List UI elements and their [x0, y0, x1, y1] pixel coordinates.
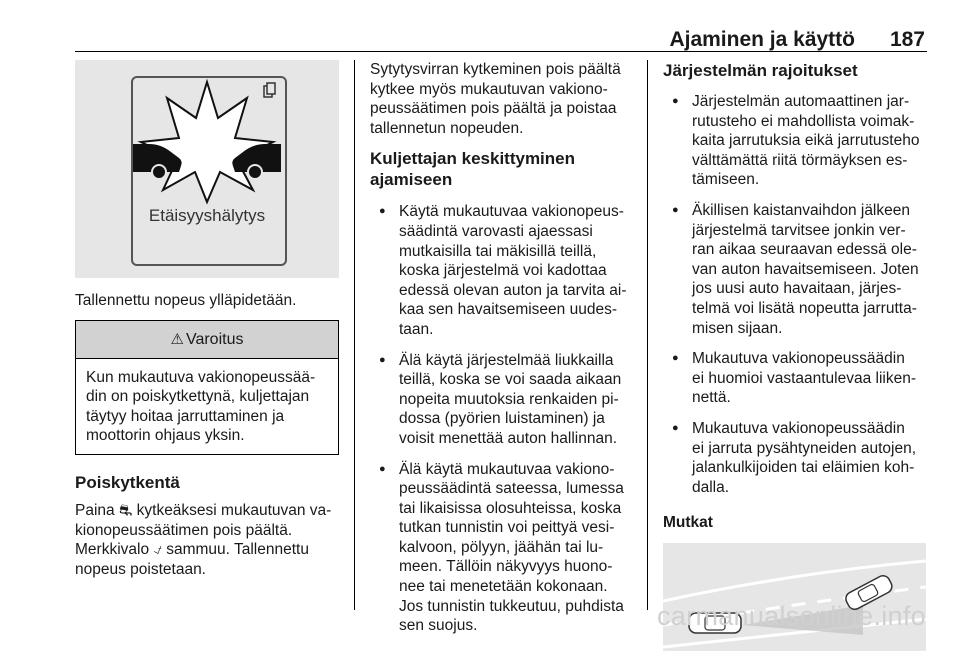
text-line: tai likaisissa olosuhteissa, koska: [399, 499, 622, 517]
warning-title: Varoitus: [185, 330, 244, 348]
text-line: nopeus poistetaan.: [75, 560, 206, 578]
copy-icon: [264, 83, 275, 97]
heading-line: ajamiseen: [370, 170, 453, 190]
text-line: Kun mukautuva vakionopeussää-: [86, 368, 316, 386]
text-line: dossa (pyörien luistaminen) ja: [399, 410, 605, 428]
text-line: ● Äkillisen kaistanvaihdon jälkeen: [692, 201, 910, 219]
text-line: din on poiskytkettynä, kuljettajan: [86, 388, 310, 406]
curve-road-illustration: [663, 543, 926, 651]
heading-poiskytkenta: Poiskytkentä: [75, 472, 180, 492]
text-line: kaita jarrutuksia eikä jarrutusteho: [692, 132, 920, 150]
text-line: tämiseen.: [692, 171, 760, 189]
text-line: täytyy hoitaa jarruttaminen ja: [86, 407, 285, 425]
header-rule: [75, 51, 927, 52]
distance-alert-figure: [75, 60, 339, 278]
text-line: ● Järjestelmän automaattinen jar-: [692, 93, 910, 110]
text-line: nee tai menetetään kokonaan.: [399, 578, 608, 596]
text-line: Sytytysvirran kytkeminen pois päältä: [370, 61, 621, 78]
text-line: ● Älä käytä järjestelmää liukkailla: [399, 351, 614, 369]
text-line: mutkaisilla tai mäkisillä teillä,: [399, 242, 597, 260]
bullet-list: [370, 202, 632, 635]
heading-rajoitukset: Järjestelmän rajoitukset: [663, 61, 858, 80]
text-line: meen. Tällöin näkyvyys huono-: [399, 558, 613, 576]
curve-road-figure: [663, 543, 926, 651]
list-item: [370, 202, 632, 339]
text-line: järjestelmä tarvitsee jonkin ver-: [692, 221, 906, 239]
warning-header: [76, 321, 338, 359]
text-line: edessä olevan auton ja tarvita ai-: [399, 281, 627, 299]
column-3: [663, 60, 926, 651]
column-divider-2: [647, 60, 648, 610]
text-line: Paina ⛐ kytkeäksesi mukautuvan va-: [75, 501, 332, 519]
text-line: tallennetun nopeuden.: [370, 119, 524, 137]
text-line: kalvoon, pölyyn, jäähän tai lu-: [399, 538, 604, 556]
list-item: [663, 201, 926, 338]
text-line: ● Älä käytä mukautuvaa vakiono-: [399, 460, 615, 478]
text-line: ran aikaa seuraavan edessä ole-: [692, 241, 917, 259]
text-line: kaa sen havaitsemiseen uudes-: [399, 301, 617, 319]
list-item: [370, 460, 632, 636]
text-line: ● Käytä mukautuvaa vakionopeus-: [399, 203, 624, 221]
text-line: dalla.: [692, 478, 730, 496]
list-item: [663, 349, 926, 408]
text-line: ● Mukautuva vakionopeussäädin: [692, 419, 905, 437]
text-line: tutkan tunnistin voi peittyä vesi-: [399, 519, 615, 537]
text-line: jalankulkijoiden tai eläimien koh-: [692, 459, 915, 477]
text-line: Jos tunnistin tukkeutuu, puhdista: [399, 597, 624, 615]
text-line: teillä, koska se voi saada aikaan: [399, 371, 622, 389]
text-line: nettä.: [692, 389, 731, 407]
column-divider-1: [354, 60, 355, 610]
text-line: peussäädintä sateessa, lumessa: [399, 480, 624, 498]
page-number: 187: [889, 28, 925, 51]
text-line: Merkkivalo ⍻ sammuu. Tallennettu: [75, 541, 309, 559]
watermark: carmanualsonline.info: [657, 601, 926, 631]
text-line: nopeita muutoksia renkaiden pi-: [399, 390, 619, 408]
heading-line: Kuljettajan keskittyminen: [370, 149, 576, 169]
text-line: peussäätimen pois päältä ja poistaa: [370, 100, 617, 118]
text-line: säädintä varovasti ajaessasi: [399, 222, 593, 240]
text-line: kytkee myös mukautuvan vakiono-: [370, 80, 608, 98]
header-title: Ajaminen ja käyttö: [669, 28, 855, 51]
text-line: välttämättä riitä törmäyksen es-: [692, 151, 908, 169]
text-line: ei jarruta pysähtyneiden autojen,: [692, 439, 917, 457]
text-line: telmä voi lisätä nopeutta jarrutta-: [692, 299, 917, 317]
text-line: ● Mukautuva vakionopeussäädin: [692, 350, 905, 368]
paragraph: Tallennettu nopeus ylläpidetään.: [75, 292, 297, 309]
bullet-list: [663, 92, 926, 497]
warning-body: [76, 359, 338, 454]
text-line: sen suojus.: [399, 617, 478, 635]
text-line: rutusteho ei mahdollista voimak-: [692, 112, 915, 130]
list-item: [663, 419, 926, 497]
column-2: [370, 60, 632, 647]
list-item: [370, 351, 632, 449]
text-line: koska järjestelmä voi kadottaa: [399, 262, 607, 280]
figure-label: Etäisyyshälytys: [148, 206, 266, 225]
heading-kuljettajan-keskittyminen: [370, 148, 632, 190]
warning-icon: ⚠: [170, 330, 184, 348]
warning-box: [75, 320, 339, 455]
text-line: voisit menettää auton hallinnan.: [399, 429, 618, 447]
text-line: ei huomioi vastaantulevaa liiken-: [692, 369, 917, 387]
text-line: moottorin ohjaus yksin.: [86, 427, 245, 445]
collision-star-icon: [75, 60, 339, 278]
heading-mutkat: Mutkat: [663, 514, 713, 532]
page-header: [75, 28, 925, 50]
text-line: misen sijaan.: [692, 319, 783, 337]
list-item: [663, 92, 926, 190]
text-line: jos uusi auto havaitaan, järjes-: [692, 280, 902, 298]
column-1: [75, 60, 339, 579]
text-line: kionopeussäätimen pois päältä.: [75, 521, 293, 539]
text-line: van auton havaitsemiseen. Joten: [692, 260, 919, 278]
text-line: taan.: [399, 320, 434, 338]
